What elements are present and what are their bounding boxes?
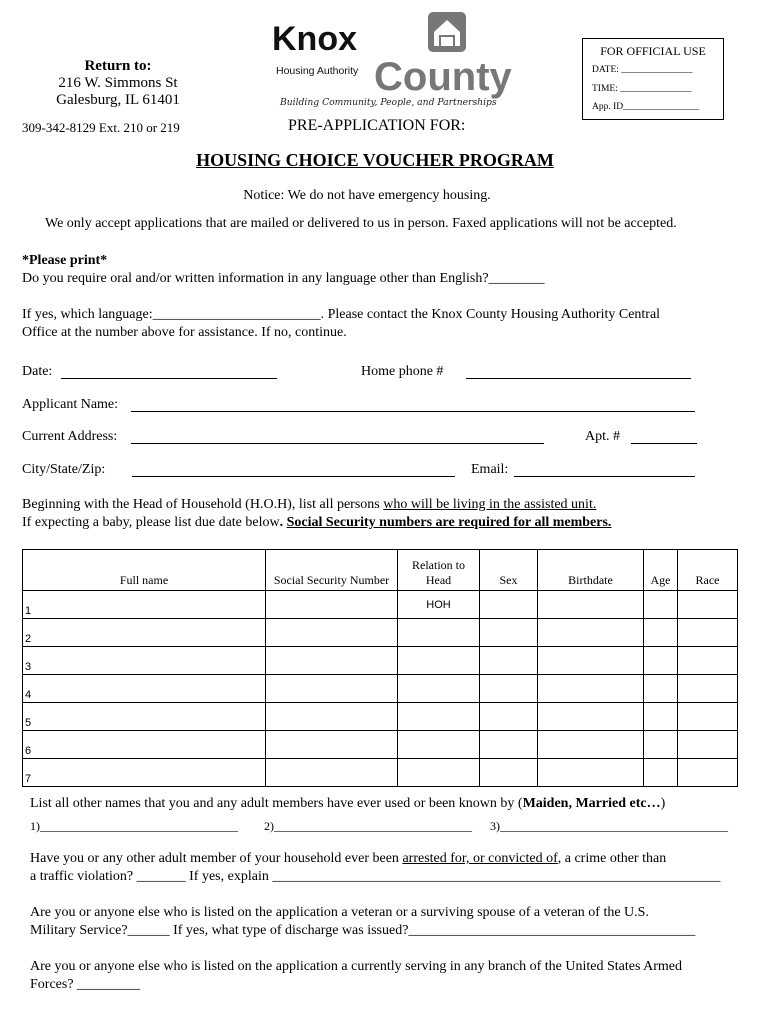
row-relation-cell[interactable] <box>398 619 480 647</box>
row-relation-cell[interactable] <box>398 647 480 675</box>
row-relation-cell[interactable] <box>398 731 480 759</box>
pre-application-label: PRE-APPLICATION FOR: <box>288 117 466 134</box>
row-sex-cell[interactable] <box>480 731 538 759</box>
col-relation: Relation to Head <box>398 550 480 591</box>
row-relation-cell[interactable] <box>398 675 480 703</box>
logo-housing-authority: Housing Authority <box>276 65 359 77</box>
page-title: HOUSING CHOICE VOUCHER PROGRAM <box>196 150 554 170</box>
row-age-cell[interactable] <box>644 591 678 619</box>
row-sex-cell[interactable] <box>480 591 538 619</box>
row-name-cell[interactable]: 3 <box>23 647 266 675</box>
row-race-cell[interactable] <box>678 591 738 619</box>
row-sex-cell[interactable] <box>480 703 538 731</box>
logo-word-knox: Knox <box>272 20 357 58</box>
row-race-cell[interactable] <box>678 619 738 647</box>
row-birthdate-cell[interactable] <box>538 759 644 787</box>
applicant-name-label: Applicant Name: <box>22 397 119 412</box>
row-sex-cell[interactable] <box>480 675 538 703</box>
row-age-cell[interactable] <box>644 759 678 787</box>
criminal-emphasis: arrested for, or convicted of <box>402 851 558 866</box>
official-date-field[interactable]: DATE: _______________ <box>592 65 693 75</box>
city-state-zip-label: City/State/Zip: <box>22 462 106 477</box>
official-use-title: FOR OFFICIAL USE <box>600 44 706 58</box>
row-birthdate-cell[interactable] <box>538 619 644 647</box>
official-app-id-field[interactable]: App. ID________________ <box>592 102 700 112</box>
household-line1-text: Beginning with the Head of Household (H.O.H), list all persons <box>22 497 384 512</box>
row-relation-cell[interactable] <box>398 759 480 787</box>
row-name-cell[interactable]: 6 <box>23 731 266 759</box>
row-ssn-cell[interactable] <box>266 591 398 619</box>
table-row <box>23 675 738 703</box>
row-name-cell[interactable]: 5 <box>23 703 266 731</box>
row-age-cell[interactable] <box>644 619 678 647</box>
row-race-cell[interactable] <box>678 675 738 703</box>
household-ssn-requirement: Social Security numbers are required for all members. <box>286 515 612 530</box>
table-row <box>23 731 738 759</box>
other-name-1[interactable]: 1)_________________________________ <box>30 819 238 833</box>
logo-word-county: County <box>374 55 512 99</box>
return-address <box>22 58 214 109</box>
row-age-cell[interactable] <box>644 703 678 731</box>
logo-graphic <box>268 10 513 114</box>
row-race-cell[interactable] <box>678 759 738 787</box>
home-phone-label: Home phone # <box>361 364 444 379</box>
row-ssn-cell[interactable] <box>266 647 398 675</box>
row-birthdate-cell[interactable] <box>538 647 644 675</box>
language-which[interactable]: If yes, which language:________________________. Please contact the Knox County Housing Authority Central <box>22 307 661 322</box>
table-row <box>23 759 738 787</box>
household-line1-emphasis: who will be living in the assisted unit. <box>383 497 597 512</box>
veteran-discharge-field[interactable]: Military Service?______ If yes, what type of discharge was issued?_________________________________________ <box>30 923 696 938</box>
row-ssn-cell[interactable] <box>266 675 398 703</box>
col-full-name: Full name <box>23 550 266 591</box>
household-instruction-2 <box>22 515 611 531</box>
criminal-question <box>30 851 666 867</box>
return-street: 216 W. Simmons St <box>58 75 178 91</box>
knox-county-logo <box>268 10 513 114</box>
table-header-row <box>23 550 738 591</box>
veteran-question: Are you or anyone else who is listed on the application a veteran or a surviving spouse of a veteran of the U.S. <box>30 905 649 920</box>
apt-label: Apt. # <box>585 429 620 444</box>
armed-forces-question: Are you or anyone else who is listed on the application a currently serving in any branch of the United States Armed <box>30 959 682 974</box>
language-contact: Office at the number above for assistance. If no, continue. <box>22 325 347 340</box>
applicant-name-input[interactable] <box>131 397 695 412</box>
row-age-cell[interactable] <box>644 731 678 759</box>
other-names-close: ) <box>660 796 666 811</box>
other-name-2[interactable]: 2)_________________________________ <box>264 819 472 833</box>
row-ssn-cell[interactable] <box>266 703 398 731</box>
other-name-3[interactable]: 3)______________________________________ <box>490 819 728 833</box>
email-input[interactable] <box>514 462 695 477</box>
row-ssn-cell[interactable] <box>266 731 398 759</box>
other-names-text: List all other names that you and any adult members have ever used or been known by ( <box>30 796 523 811</box>
criminal-text: Have you or any other adult member of your household ever been <box>30 851 403 866</box>
row-age-cell[interactable] <box>644 675 678 703</box>
household-members-table <box>22 549 738 787</box>
criminal-text-end: , a crime other than <box>557 851 667 866</box>
row-birthdate-cell[interactable] <box>538 591 644 619</box>
language-question[interactable]: Do you require oral and/or written information in any language other than English?________ <box>22 271 545 286</box>
row-race-cell[interactable] <box>678 731 738 759</box>
row-relation-cell[interactable] <box>398 703 480 731</box>
row-relation-cell[interactable]: HOH <box>398 591 480 619</box>
date-label: Date: <box>22 364 53 379</box>
table-row <box>23 703 738 731</box>
row-birthdate-cell[interactable] <box>538 731 644 759</box>
col-sex: Sex <box>480 550 538 591</box>
email-label: Email: <box>471 462 509 477</box>
current-address-input[interactable] <box>131 429 544 444</box>
accept-note: We only accept applications that are mailed or delivered to us in person. Faxed applications will not be accepted. <box>45 216 677 231</box>
table-row <box>23 647 738 675</box>
row-sex-cell[interactable] <box>480 759 538 787</box>
row-birthdate-cell[interactable] <box>538 675 644 703</box>
current-address-label: Current Address: <box>22 429 118 444</box>
home-phone-input[interactable] <box>466 364 691 379</box>
date-input[interactable] <box>61 364 277 379</box>
notice-text: Notice: We do not have emergency housing. <box>243 188 491 203</box>
row-name-cell[interactable]: 4 <box>23 675 266 703</box>
household-line2-text: If expecting a baby, please list due date below <box>22 515 280 530</box>
criminal-explain-field[interactable]: a traffic violation? _______ If yes, explain ________________________________________________________________ <box>30 869 721 884</box>
household-line2-dot: . <box>279 515 284 530</box>
please-print: *Please print* <box>22 253 108 268</box>
official-time-field[interactable]: TIME: _______________ <box>592 84 692 94</box>
apt-input[interactable] <box>631 429 697 444</box>
logo-tagline: Building Community, People, and Partnerships <box>280 97 497 108</box>
official-use-box <box>582 38 724 120</box>
row-name-cell[interactable]: 7 <box>23 759 266 787</box>
col-age: Age <box>644 550 678 591</box>
armed-forces-answer-field[interactable]: Forces? _________ <box>30 977 141 992</box>
table-row <box>23 619 738 647</box>
row-race-cell[interactable] <box>678 703 738 731</box>
table-row <box>23 591 738 619</box>
col-birthdate: Birthdate <box>538 550 644 591</box>
row-age-cell[interactable] <box>644 647 678 675</box>
row-sex-cell[interactable] <box>480 619 538 647</box>
city-state-zip-input[interactable] <box>132 462 455 477</box>
row-race-cell[interactable] <box>678 647 738 675</box>
row-name-cell[interactable]: 2 <box>23 619 266 647</box>
other-names-examples: Maiden, Married etc… <box>522 796 661 811</box>
return-phone: 309-342-8129 Ext. 210 or 219 <box>22 120 180 135</box>
row-sex-cell[interactable] <box>480 647 538 675</box>
row-ssn-cell[interactable] <box>266 759 398 787</box>
return-city: Galesburg, IL 61401 <box>56 92 180 108</box>
row-ssn-cell[interactable] <box>266 619 398 647</box>
row-birthdate-cell[interactable] <box>538 703 644 731</box>
other-names-question <box>30 796 665 812</box>
return-title: Return to: <box>84 58 152 74</box>
household-instruction-1 <box>22 497 596 513</box>
row-name-cell[interactable]: 1 <box>23 591 266 619</box>
col-race: Race <box>678 550 738 591</box>
col-ssn: Social Security Number <box>266 550 398 591</box>
